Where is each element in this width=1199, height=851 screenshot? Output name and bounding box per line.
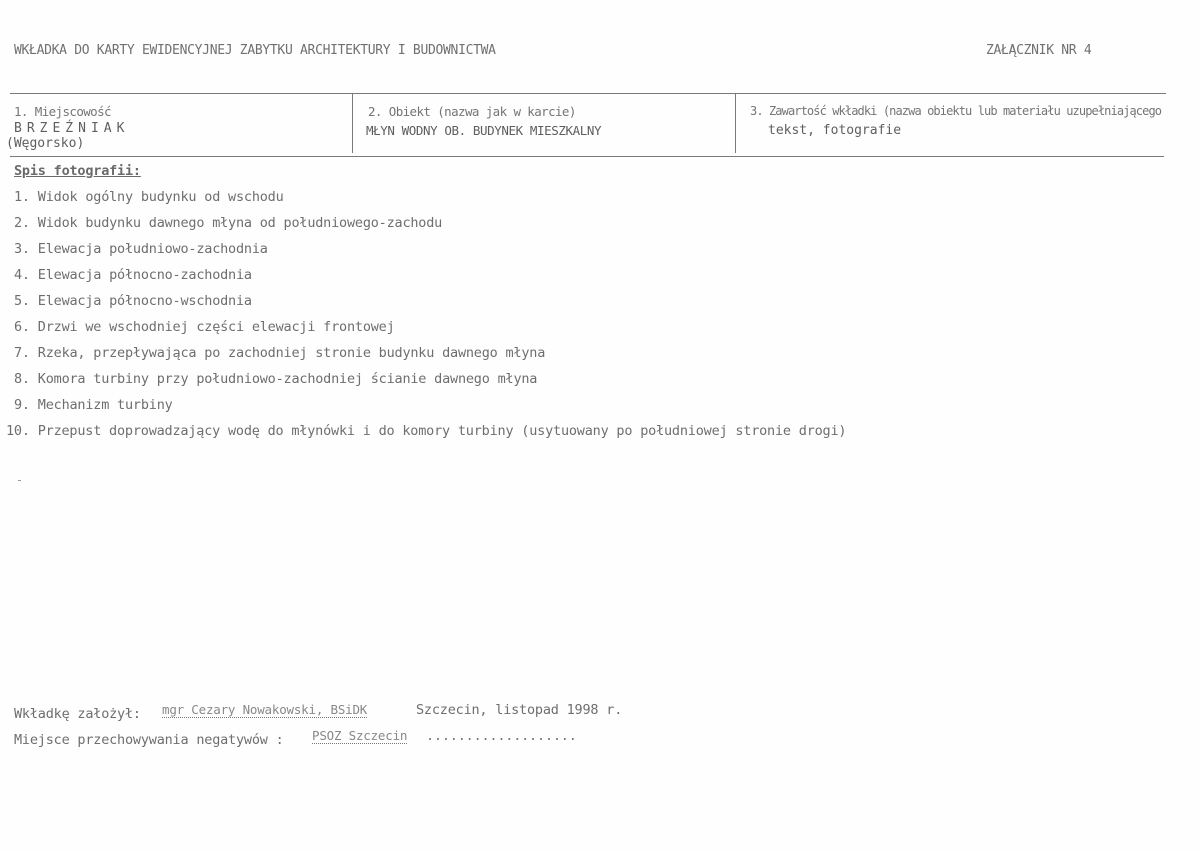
photo-list-item: 8. Komora turbiny przy południowo-zachodniej ścianie dawnego młyna <box>14 371 538 387</box>
content-label: 3. Zawartość wkładki (nazwa obiektu lub materiału uzupełniającego <box>750 104 1162 118</box>
document-title: WKŁADKA DO KARTY EWIDENCYJNEJ ZABYTKU ARCHITEKTURY I BUDOWNICTWA <box>14 43 496 58</box>
paper-speck <box>18 480 21 481</box>
photo-list-item: 4. Elewacja północno-zachodnia <box>14 267 252 283</box>
negatives-location-value: PSOZ Szczecin <box>312 728 408 743</box>
column-divider-1 <box>352 93 353 153</box>
photo-list-item: 10. Przepust doprowadzający wodę do młynówki i do komory turbiny (usytuowany po południowej stronie drogi) <box>6 423 847 439</box>
content-value: tekst, fotografie <box>768 123 902 138</box>
header-rule-top <box>10 93 1166 94</box>
photo-list-item: 1. Widok ogólny budynku od wschodu <box>14 189 284 205</box>
founded-by-value: mgr Cezary Nowakowski, BSiDK <box>162 702 368 717</box>
negatives-location-label: Miejsce przechowywania negatywów : <box>14 732 284 748</box>
attachment-number: ZAŁĄCZNIK NR 4 <box>986 43 1092 58</box>
column-divider-2 <box>735 93 736 153</box>
header-rule-bottom <box>10 156 1164 157</box>
locality-label: 1. Miejscowość <box>14 104 111 119</box>
negatives-location-dots: ................... <box>426 728 577 744</box>
photo-list-title: Spis fotografii: <box>14 163 141 179</box>
object-value: MŁYN WODNY OB. BUDYNEK MIESZKALNY <box>366 123 602 138</box>
locality-subname: (Węgorsko) <box>6 136 85 151</box>
photo-list-item: 5. Elewacja północno-wschodnia <box>14 293 252 309</box>
photo-list-item: 6. Drzwi we wschodniej części elewacji frontowej <box>14 319 395 335</box>
founded-by-date: Szczecin, listopad 1998 r. <box>416 702 623 718</box>
founded-by-label: Wkładkę założył: <box>14 706 141 722</box>
object-label: 2. Obiekt (nazwa jak w karcie) <box>368 104 576 119</box>
photo-list-item: 9. Mechanizm turbiny <box>14 397 173 413</box>
photo-list-item: 2. Widok budynku dawnego młyna od południowego-zachodu <box>14 215 443 231</box>
photo-list-item: 7. Rzeka, przepływająca po zachodniej stronie budynku dawnego młyna <box>14 345 546 361</box>
photo-list-item: 3. Elewacja południowo-zachodnia <box>14 241 268 257</box>
locality-value: BRZEŹNIAK <box>14 121 130 136</box>
